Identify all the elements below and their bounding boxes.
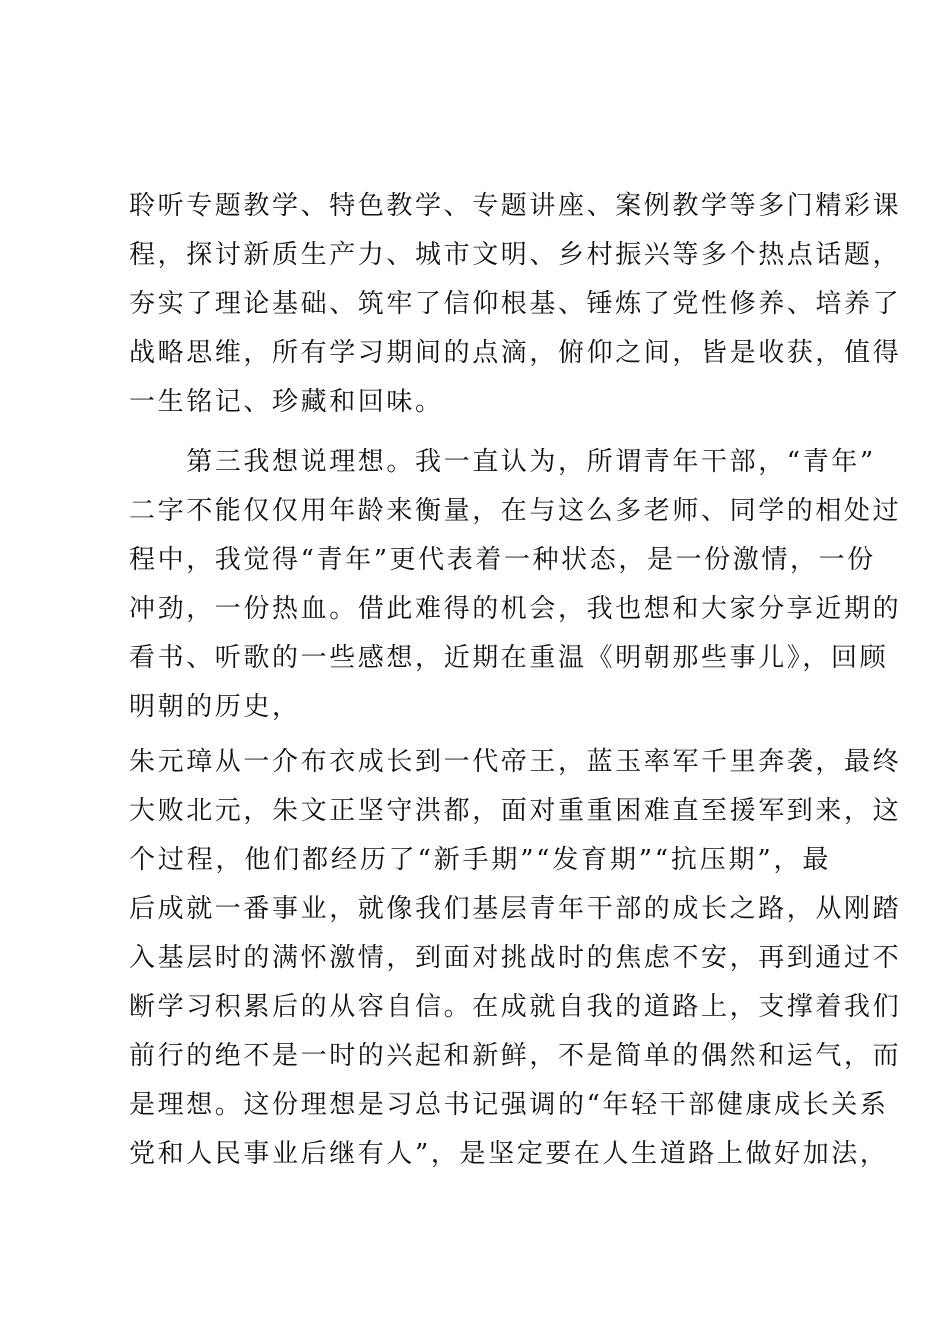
text-line: 断学习积累后的从容自信。在成就自我的道路上，支撑着我们 — [129, 992, 902, 1022]
text-line: 二字不能仅仅用年龄来衡量，在与这么多老师、同学的相处过 — [129, 496, 902, 526]
text-line: 战略思维，所有学习期间的点滴，俯仰之间，皆是收获，值得 — [129, 338, 902, 368]
text-line: 冲劲，一份热血。借此难得的机会，我也想和大家分享近期的 — [129, 594, 902, 624]
text-line: 聆听专题教学、特色教学、专题讲座、案例教学等多门精彩课 — [129, 191, 902, 221]
text-line: 党和人民事业后继有人”，是坚定要在人生道路上做好加法， — [129, 1139, 889, 1169]
text-line: 是理想。这份理想是习总书记强调的“年轻干部健康成长关系 — [129, 1090, 889, 1120]
text-line: 明朝的历史， — [129, 692, 301, 722]
text-line: 大败北元，朱文正坚守洪都，面对重重困难直至援军到来，这 — [129, 796, 902, 826]
paragraph-ming-history — [129, 738, 902, 1179]
paragraph-ideals-intro — [129, 438, 902, 732]
text-line: 夯实了理论基础、筑牢了信仰根基、锤炼了党性修养、培养了 — [129, 289, 902, 319]
text-line: 后成就一番事业，就像我们基层青年干部的成长之路，从刚踏 — [129, 894, 902, 924]
text-line: 前行的绝不是一时的兴起和新鲜，不是简单的偶然和运气，而 — [129, 1041, 902, 1071]
text-line: 朱元璋从一介布衣成长到一代帝王，蓝玉率军千里奔袭，最终 — [129, 747, 902, 777]
text-line: 第三我想说理想。我一直认为，所谓青年干部，“青年” — [129, 447, 876, 477]
text-line: 一生铭记、珍藏和回味。 — [129, 387, 444, 417]
text-line: 个过程，他们都经历了“新手期”“发育期”“抗压期”，最 — [129, 845, 831, 875]
text-line: 看书、听歌的一些感想，近期在重温《明朝那些事儿》，回顾 — [129, 643, 889, 673]
paragraph-courses — [129, 182, 902, 427]
text-line: 程，探讨新质生产力、城市文明、乡村振兴等多个热点话题， — [129, 240, 902, 270]
text-line: 程中，我觉得“青年”更代表着一种状态，是一份激情，一份 — [129, 545, 876, 575]
text-line: 入基层时的满怀激情，到面对挑战时的焦虑不安，再到通过不 — [129, 943, 902, 973]
